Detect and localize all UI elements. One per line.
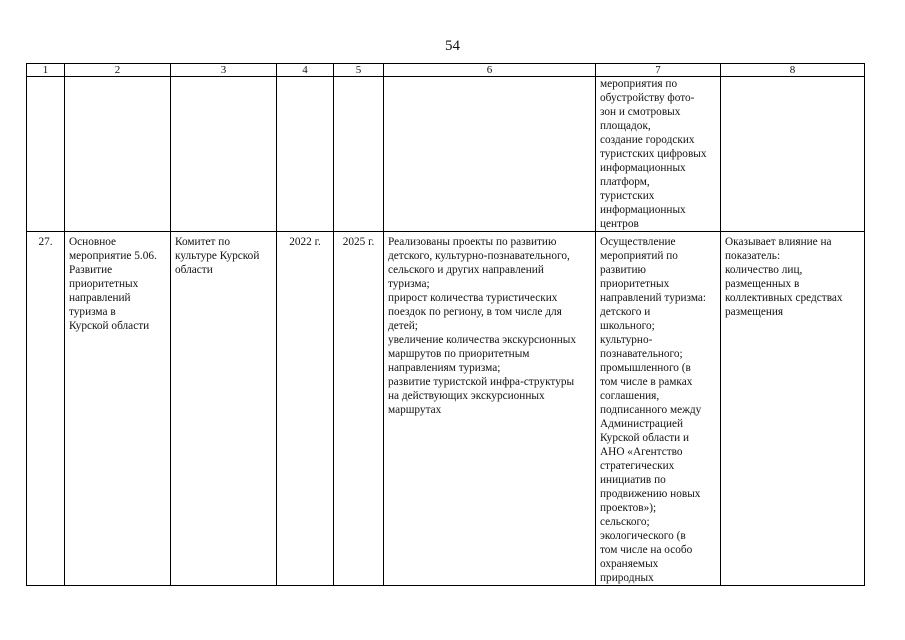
activity-name-cell bbox=[65, 232, 171, 586]
text-line: охраняемых bbox=[600, 558, 659, 570]
text-line: области bbox=[175, 264, 213, 276]
text-line: познавательного; bbox=[600, 348, 683, 360]
text-line: природных bbox=[600, 572, 654, 584]
text-line: Курской области bbox=[69, 320, 150, 332]
text-line: развитию bbox=[600, 264, 646, 276]
text-line: инициатив по bbox=[600, 474, 666, 486]
text-line: приоритетных bbox=[600, 278, 670, 290]
text-line: платформ, bbox=[600, 176, 650, 188]
text-line: Оказывает влияние на bbox=[725, 236, 832, 248]
column-header: 3 bbox=[171, 64, 277, 77]
text-line: зон и смотровых bbox=[600, 106, 681, 118]
column-header: 8 bbox=[721, 64, 865, 77]
text-line: показатель: bbox=[725, 250, 781, 262]
end-year: 2025 г. bbox=[334, 232, 384, 586]
table-cell bbox=[721, 77, 865, 232]
activities-table bbox=[26, 63, 865, 586]
text-line: промышленного (в bbox=[600, 362, 691, 374]
table-cell bbox=[277, 77, 334, 232]
expected-results-cell bbox=[384, 232, 596, 586]
text-line: детей; bbox=[388, 320, 418, 332]
text-line: информационных bbox=[600, 204, 686, 216]
column-header: 2 bbox=[65, 64, 171, 77]
table-row-continuation bbox=[27, 77, 865, 232]
text-line: Реализованы проекты по развитию bbox=[388, 236, 557, 248]
text-line: детского и bbox=[600, 306, 651, 318]
text-line: Комитет по bbox=[175, 236, 231, 248]
page-number: 54 bbox=[445, 38, 460, 54]
text-line: школьного; bbox=[600, 320, 655, 332]
text-line: на действующих экскурсионных bbox=[388, 390, 545, 402]
text-line: туризма; bbox=[388, 278, 430, 290]
continued-activities-cell bbox=[596, 77, 721, 232]
text-line: поездок по региону, в том числе для bbox=[388, 306, 562, 318]
text-line: культурно- bbox=[600, 334, 653, 346]
text-line: культуре Курской bbox=[175, 250, 260, 262]
text-line: туризма в bbox=[69, 306, 116, 318]
text-line: соглашения, bbox=[600, 390, 660, 402]
text-line: размещенных в bbox=[725, 278, 800, 290]
table-cell bbox=[27, 77, 65, 232]
text-line: стратегических bbox=[600, 460, 675, 472]
text-line: туристских цифровых bbox=[600, 148, 707, 160]
text-line: направлений туризма: bbox=[600, 292, 707, 304]
text-line: площадок, bbox=[600, 120, 651, 132]
text-line: прирост количества туристических bbox=[388, 292, 558, 304]
text-line: детского, культурно-познавательного, bbox=[388, 250, 570, 262]
text-line: центров bbox=[600, 218, 639, 230]
text-line: коллективных средствах bbox=[725, 292, 843, 304]
text-line: маршрутов по приоритетным bbox=[388, 348, 530, 360]
column-header: 1 bbox=[27, 64, 65, 77]
start-year: 2022 г. bbox=[277, 232, 334, 586]
table-cell bbox=[171, 77, 277, 232]
text-line: направлений bbox=[69, 292, 131, 304]
text-line: АНО «Агентство bbox=[600, 446, 683, 458]
text-line: мероприятие 5.06. bbox=[69, 250, 157, 262]
column-number-row bbox=[27, 64, 865, 77]
text-line: туристских bbox=[600, 190, 655, 202]
text-line: создание городских bbox=[600, 134, 695, 146]
text-line: Курской области и bbox=[600, 432, 690, 444]
text-line: Администрацией bbox=[600, 418, 684, 430]
executor-cell bbox=[171, 232, 277, 586]
text-line: Осуществление bbox=[600, 236, 676, 248]
text-line: Основное bbox=[69, 236, 117, 248]
table-cell bbox=[384, 77, 596, 232]
column-header: 7 bbox=[596, 64, 721, 77]
table-row-27 bbox=[27, 232, 865, 586]
text-line: развитие туристской инфра-структуры bbox=[388, 376, 575, 388]
activities-cell bbox=[596, 232, 721, 586]
text-line: увеличение количества экскурсионных bbox=[388, 334, 577, 346]
text-line: сельского и других направлений bbox=[388, 264, 544, 276]
text-line: приоритетных bbox=[69, 278, 139, 290]
text-line: количество лиц, bbox=[725, 264, 803, 276]
text-line: направлениям туризма; bbox=[388, 362, 501, 374]
text-line: информационных bbox=[600, 162, 686, 174]
text-line: подписанного между bbox=[600, 404, 702, 416]
column-header: 4 bbox=[277, 64, 334, 77]
table-cell bbox=[334, 77, 384, 232]
text-line: мероприятий по bbox=[600, 250, 678, 262]
text-line: продвижению новых bbox=[600, 488, 701, 500]
text-line: том числе в рамках bbox=[600, 376, 693, 388]
text-line: обустройству фото- bbox=[600, 92, 695, 104]
column-header: 5 bbox=[334, 64, 384, 77]
table-cell bbox=[65, 77, 171, 232]
indicator-cell bbox=[721, 232, 865, 586]
column-header: 6 bbox=[384, 64, 596, 77]
text-line: сельского; bbox=[600, 516, 650, 528]
text-line: Развитие bbox=[69, 264, 113, 276]
text-line: размещения bbox=[725, 306, 784, 318]
text-line: том числе на особо bbox=[600, 544, 693, 556]
row-number: 27. bbox=[27, 232, 65, 586]
text-line: маршрутах bbox=[388, 404, 442, 416]
text-line: мероприятия по bbox=[600, 78, 678, 90]
text-line: проектов»); bbox=[600, 502, 657, 514]
text-line: экологического (в bbox=[600, 530, 686, 542]
